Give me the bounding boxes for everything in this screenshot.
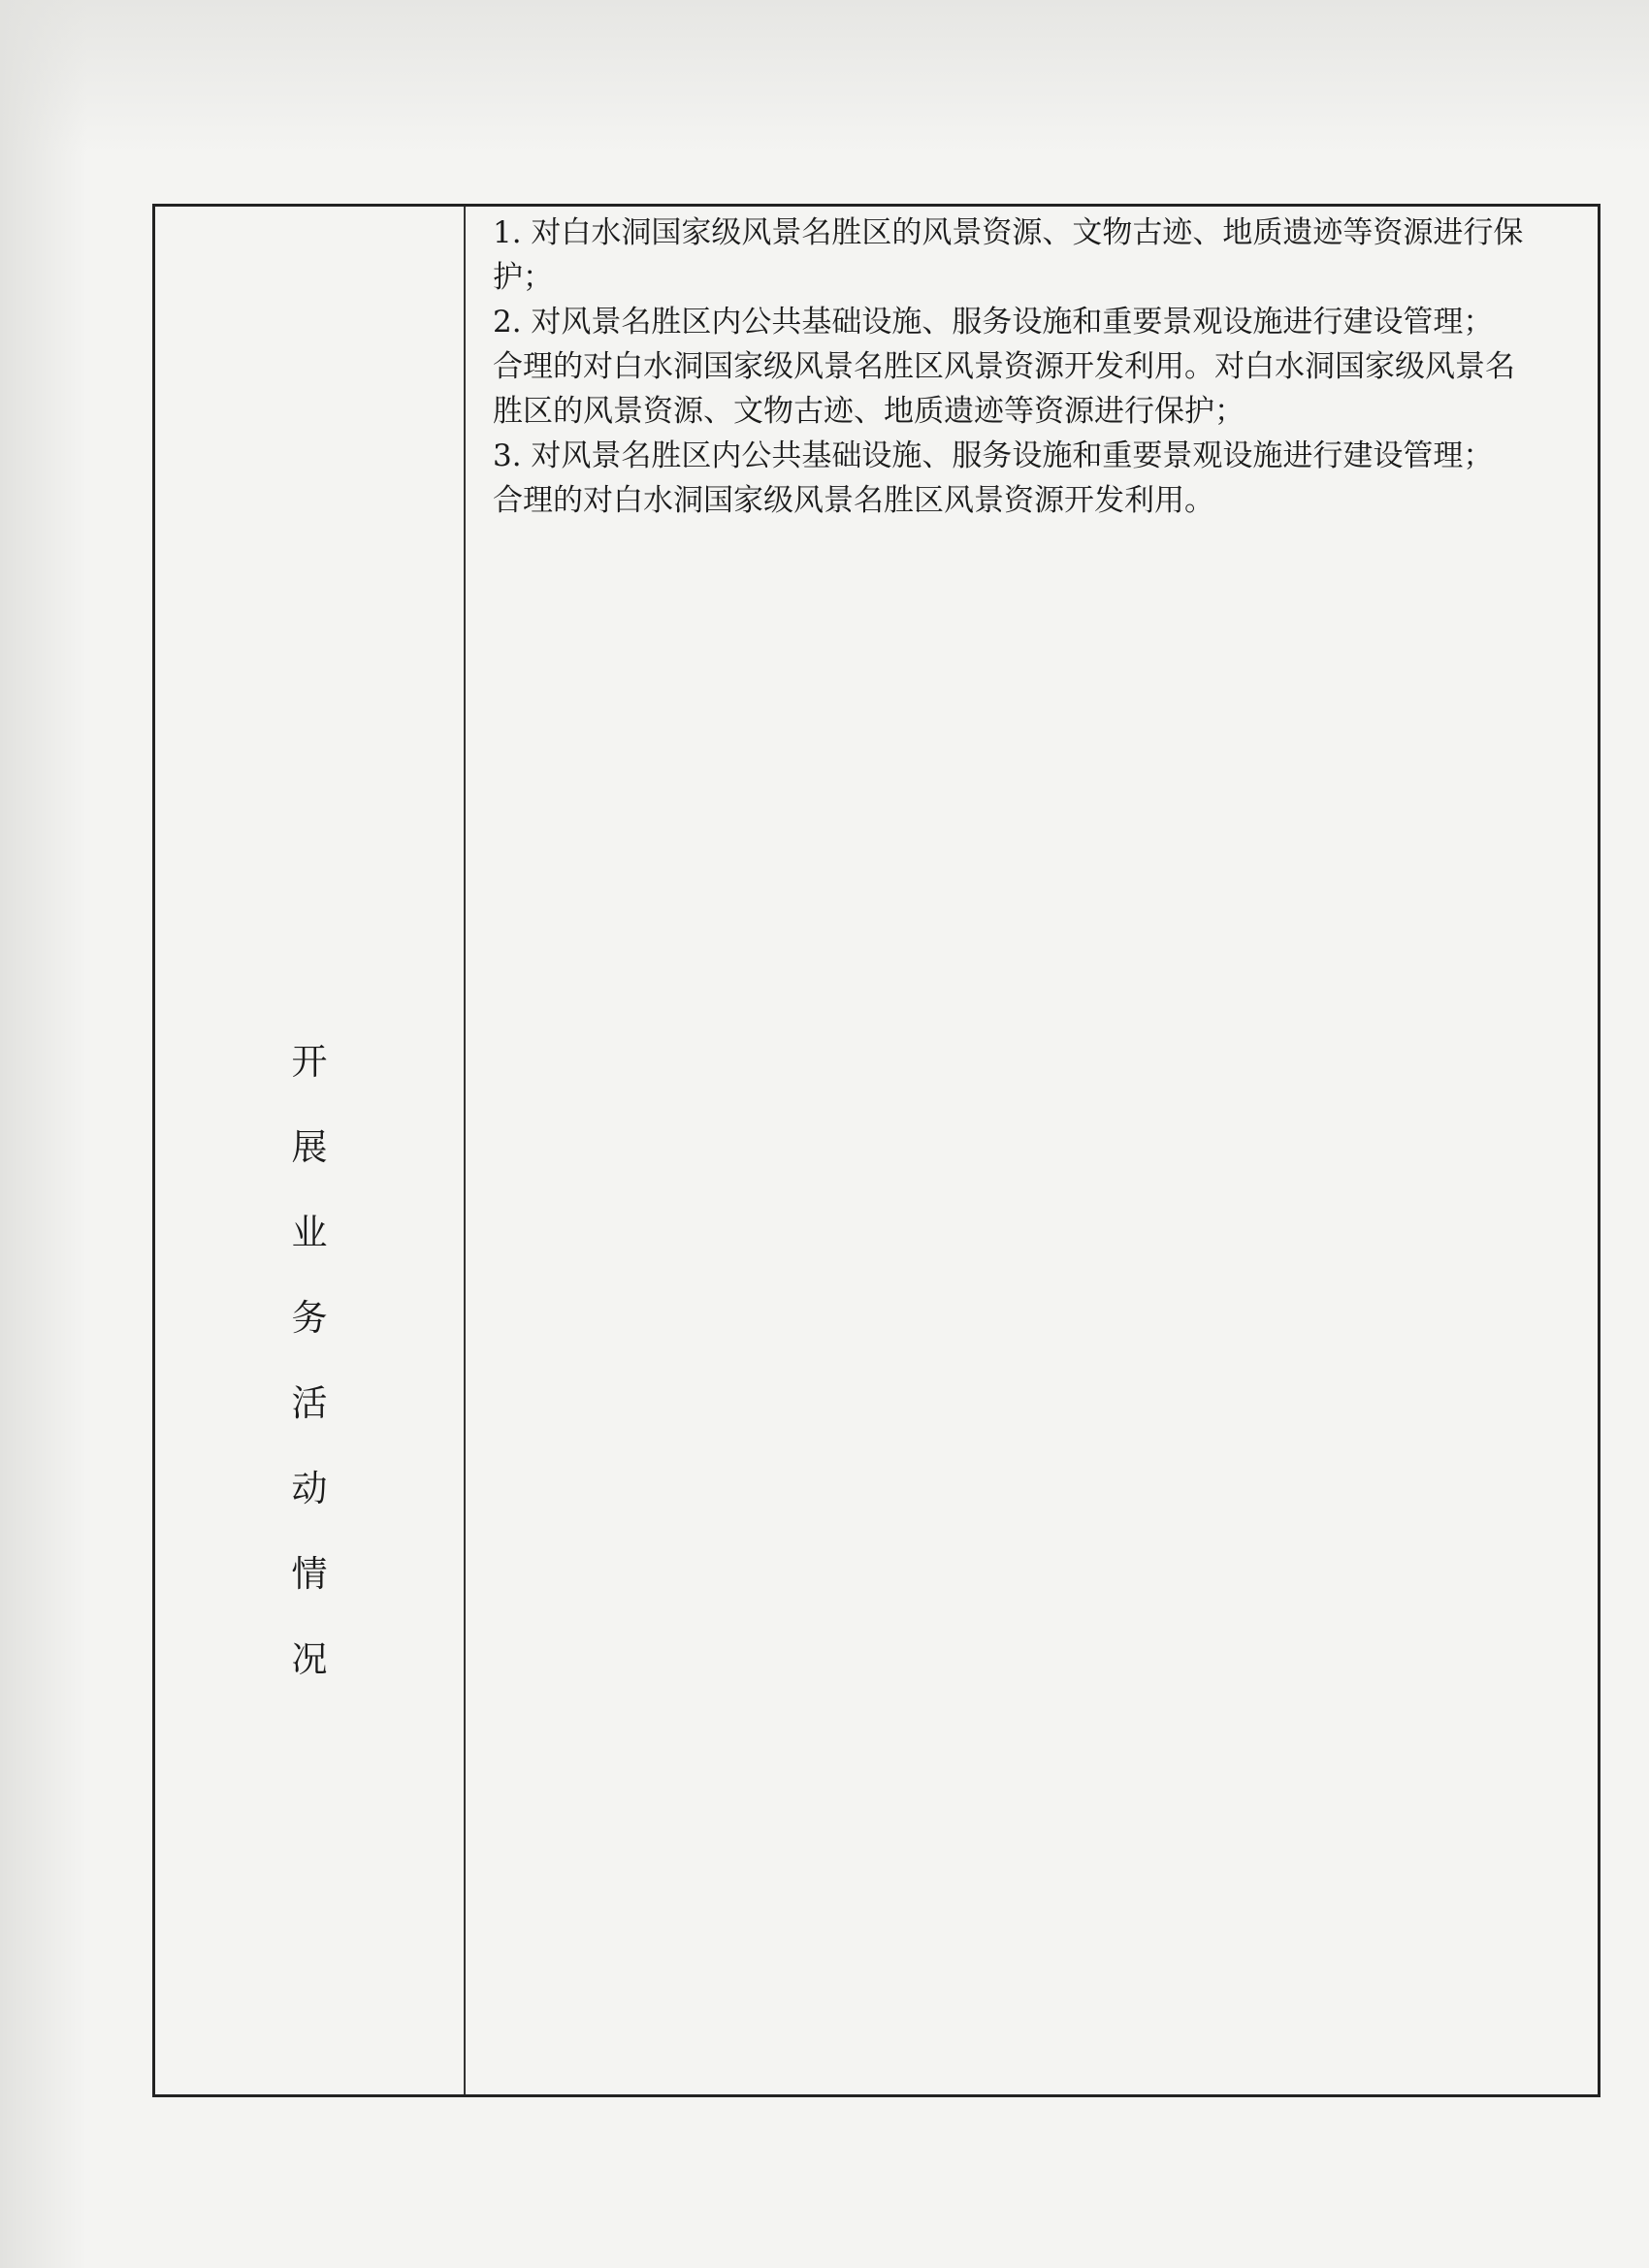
content-line: 3. 对风景名胜区内公共基础设施、服务设施和重要景观设施进行建设管理； (493, 438, 1494, 473)
content-line: 2. 对风景名胜区内公共基础设施、服务设施和重要景观设施进行建设管理； (493, 305, 1494, 340)
section-label (155, 1020, 464, 1702)
content-line: 合理的对白水洞国家级风景名胜区风景资源开发利用。对白水洞国家级风景名 (493, 349, 1515, 384)
business-activity-table (152, 204, 1600, 2097)
activity-content-cell (466, 207, 1598, 2094)
content-line: 护； (493, 260, 553, 295)
content-line: 1. 对白水洞国家级风景名胜区的风景资源、文物古迹、地质遗迹等资源进行保 (493, 215, 1524, 250)
scan-shadow-top (0, 0, 1649, 155)
scan-shadow-left (0, 0, 87, 2268)
section-label-char: 务 (291, 1297, 328, 1339)
section-label-char: 活 (291, 1382, 328, 1424)
section-label-char: 动 (291, 1468, 328, 1509)
section-label-char: 情 (291, 1553, 328, 1595)
content-line: 合理的对白水洞国家级风景名胜区风景资源开发利用。 (493, 483, 1214, 518)
section-label-char: 开 (291, 1041, 328, 1083)
section-label-char: 况 (291, 1638, 328, 1680)
section-label-char: 展 (291, 1126, 328, 1168)
content-line: 胜区的风景资源、文物古迹、地质遗迹等资源进行保护； (493, 394, 1245, 429)
section-label-char: 业 (291, 1212, 328, 1253)
section-label-cell (155, 207, 466, 2094)
